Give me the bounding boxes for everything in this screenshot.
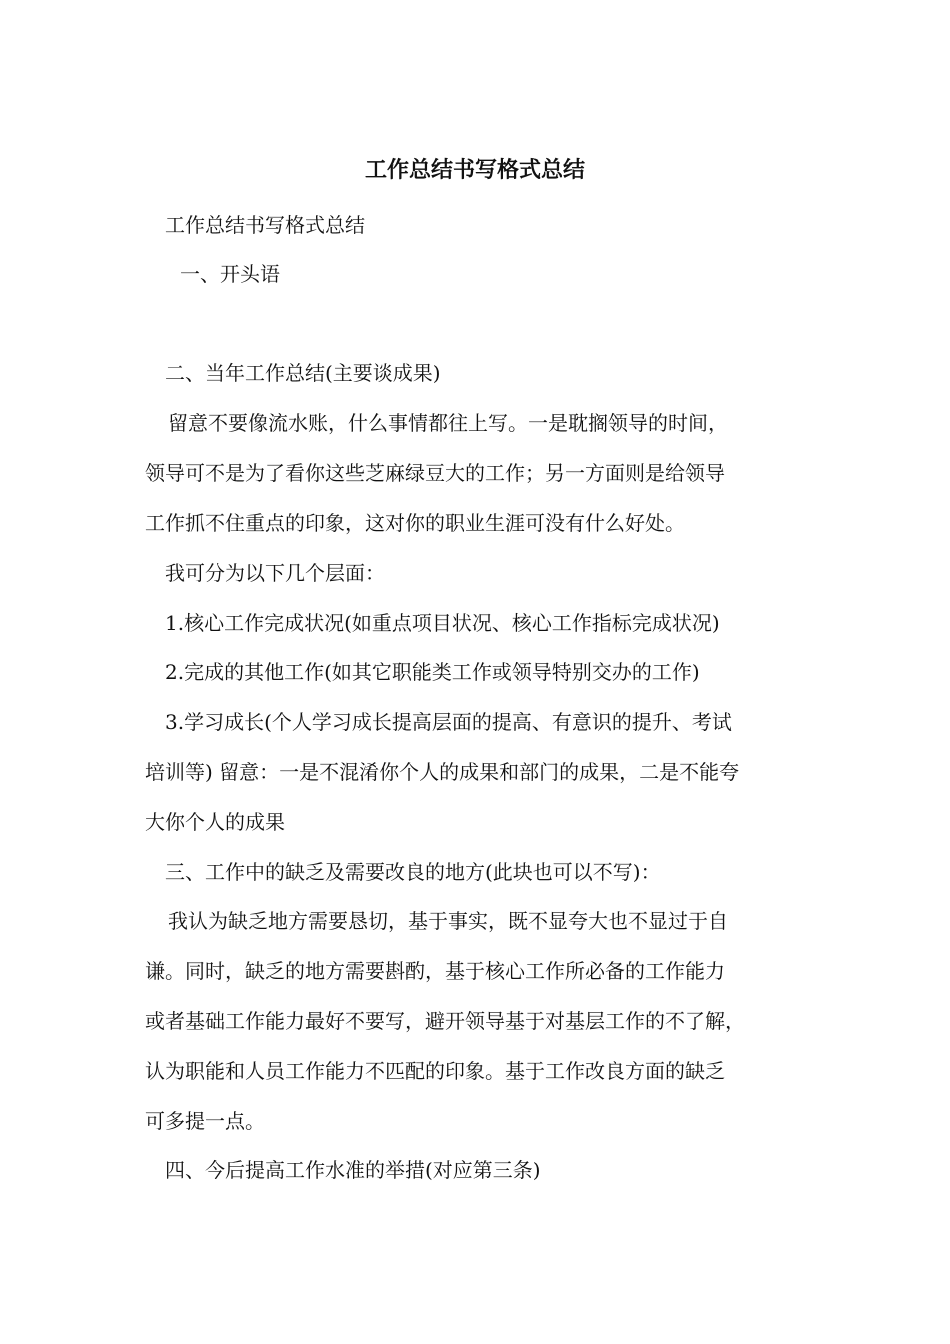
paragraph-line: 工作抓不住重点的印象，这对你的职业生涯可没有什么好处。 (145, 511, 685, 535)
paragraph-line: 大你个人的成果 (145, 810, 285, 834)
paragraph-line: 留意不要像流水账，什么事情都往上写。一是耽搁领导的时间， (168, 411, 728, 435)
section-heading-future-measures: 四、今后提高工作水准的举措(对应第三条) (165, 1158, 541, 1182)
section-heading-annual-summary: 二、当年工作总结(主要谈成果) (165, 361, 441, 385)
paragraph-line: 认为职能和人员工作能力不匹配的印象。基于工作改良方面的缺乏 (145, 1059, 725, 1083)
subtitle-line: 工作总结书写格式总结 (165, 213, 365, 237)
paragraph-line: 领导可不是为了看你这些芝麻绿豆大的工作；另一方面则是给领导 (145, 461, 725, 485)
paragraph-line: 我可分为以下几个层面： (165, 561, 385, 585)
paragraph-line: 谦。同时，缺乏的地方需要斟酌，基于核心工作所必备的工作能力 (145, 959, 725, 983)
document-title: 工作总结书写格式总结 (364, 157, 585, 183)
paragraph-line: 或者基础工作能力最好不要写，避开领导基于对基层工作的不了解， (145, 1009, 745, 1033)
section-heading-shortcomings: 三、工作中的缺乏及需要改良的地方(此块也可以不写)： (165, 860, 661, 884)
paragraph-line: 我认为缺乏地方需要恳切，基于事实，既不显夸大也不显过于自 (168, 909, 728, 933)
paragraph-line: 可多提一点。 (145, 1109, 265, 1133)
list-item: 2.完成的其他工作(如其它职能类工作或领导特别交办的工作) (165, 660, 700, 684)
list-item: 3.学习成长(个人学习成长提高层面的提高、有意识的提升、考试 (165, 710, 732, 734)
paragraph-line: 培训等) 留意：一是不混淆你个人的成果和部门的成果，二是不能夸 (145, 760, 740, 784)
section-heading-opening: 一、开头语 (180, 262, 280, 286)
list-item: 1.核心工作完成状况(如重点项目状况、核心工作指标完成状况) (165, 611, 720, 635)
